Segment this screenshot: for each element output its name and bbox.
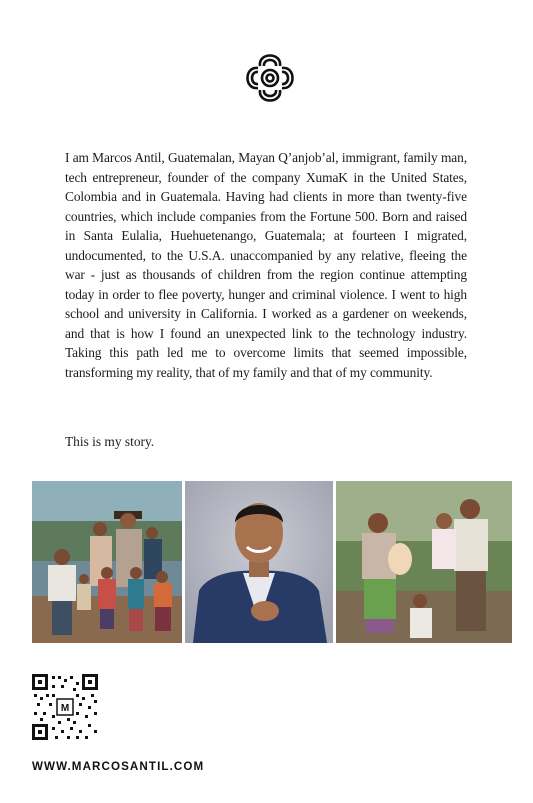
family-group-photo [32,481,182,643]
qr-code-icon[interactable] [32,674,98,740]
qr-code[interactable] [32,674,98,740]
website-link[interactable]: WWW.MARCOSANTIL.COM [32,760,205,773]
family-vintage-photo [336,481,512,643]
author-portrait-photo [185,481,333,643]
closing-line: This is my story. [65,434,155,449]
qr-center-letter: M [60,703,70,714]
bio-paragraph: I am Marcos Antil, Guatemalan, Mayan Q’anjob’al, immigrant, family man, tech entrepreneur, founder of the company XumaK in the United States, Colombia and in Guatemala. Having had clients in more than twenty-five countries, which include companies from the Fortune 500. Born and raised in Santa Eulalia, Huehuetenango, Guatemala; at fourteen I migrated, undocumented, to the U.S.A. unaccompanied by any relative, fleeing the war - just as thousands of children from the region continue attempting today in order to flee poverty, hunger and criminal violence. I went to high school and university in California. I worked as a gardener on weekends, and that is how I found an unexpected link to the technology industry. Taking this path led me to overcome limits that seemed impossible, transforming my reality, that of my family and that of my community. [65,150,467,380]
flower-emblem-icon [238,46,302,110]
logo-emblem [238,46,302,110]
